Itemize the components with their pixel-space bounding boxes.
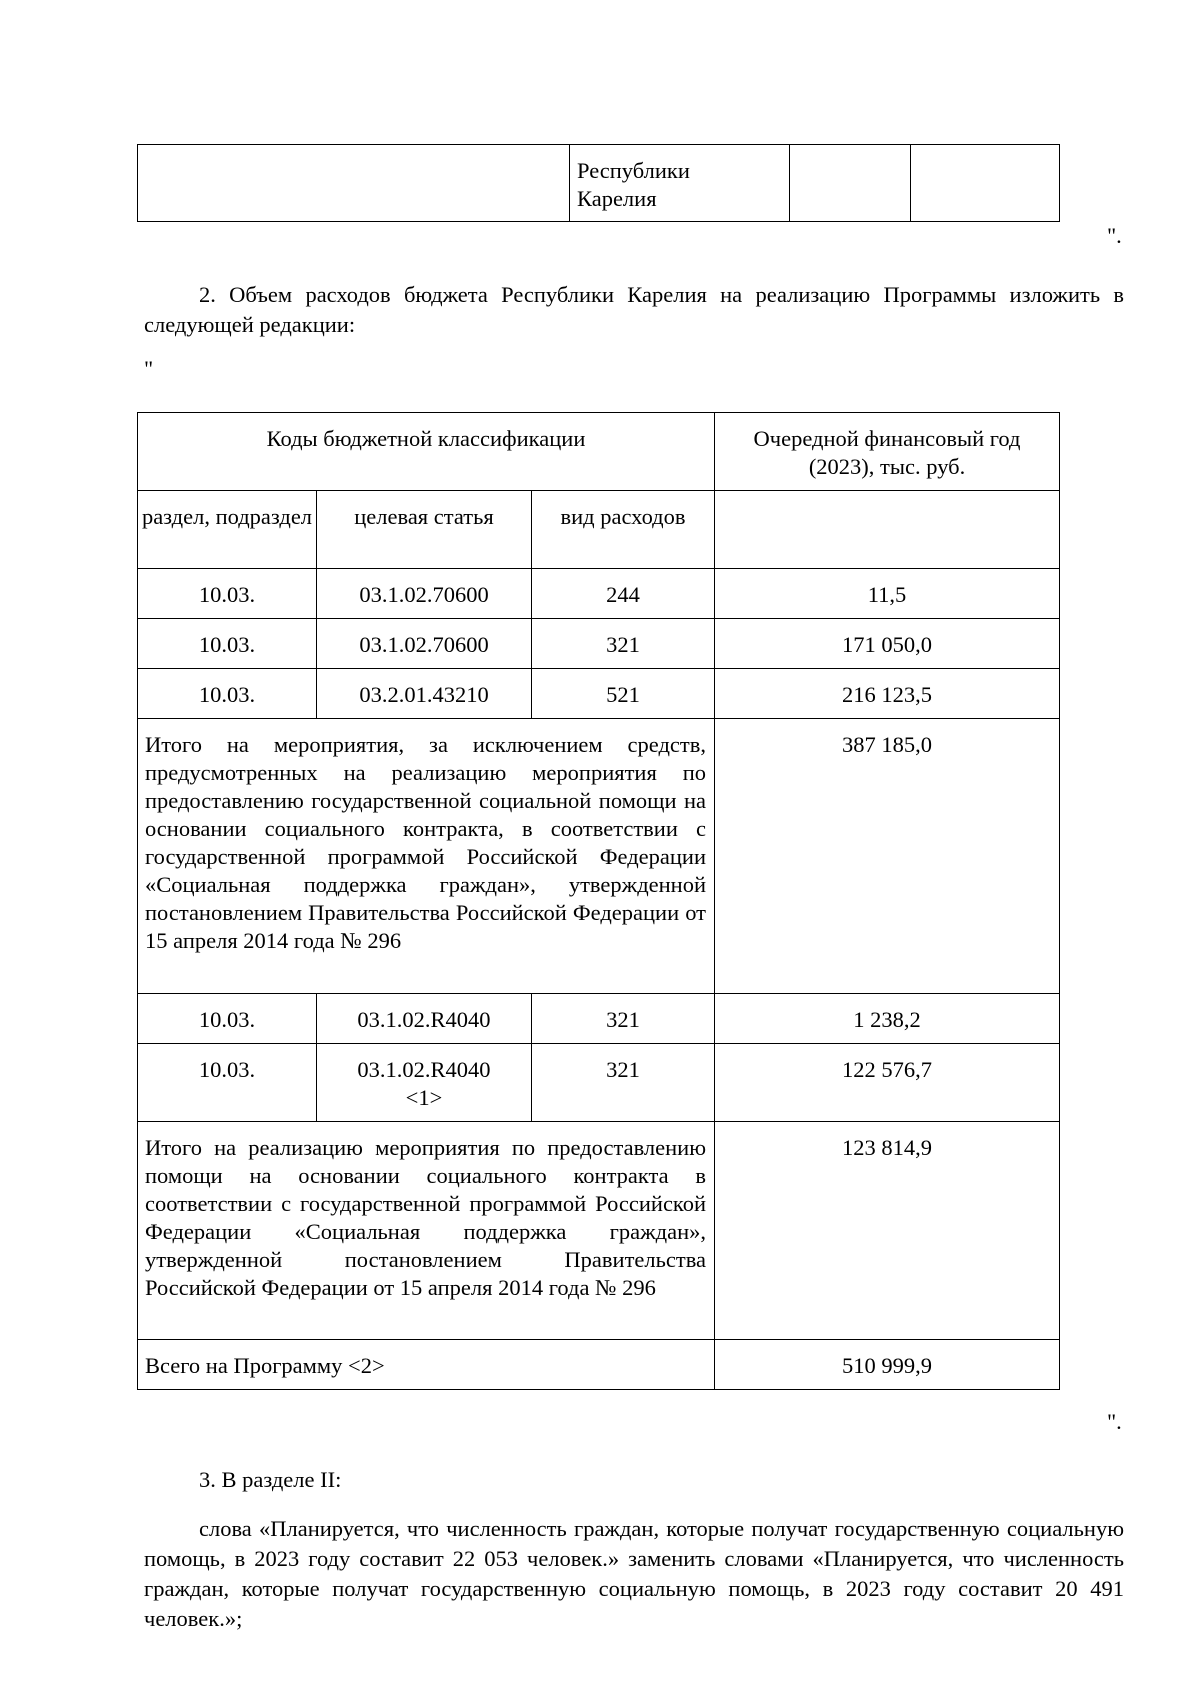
subtotal-row-2 — [138, 1122, 1060, 1340]
cont-cell-text — [570, 145, 790, 222]
row-target: 03.1.02.R4040 — [317, 994, 532, 1044]
table-row — [138, 669, 1060, 719]
header-section: раздел, подраздел — [138, 491, 317, 569]
item3-heading: 3. В разделе II: — [199, 1467, 342, 1492]
cont-text-line1: Республики — [577, 158, 690, 183]
table-row — [138, 619, 1060, 669]
row-amount: 1 238,2 — [715, 994, 1060, 1044]
row-section: 10.03. — [138, 1044, 317, 1122]
row-type: 321 — [532, 619, 715, 669]
table-row — [138, 994, 1060, 1044]
subtotal2-label: Итого на реализацию мероприятия по предоставлению помощи на основании социального контракта в соответствии с государственной программой Российской Федерации «Социальная поддержка граждан», утвержденной постановлением Правительства Российской Федерации от 15 апреля 2014 года № 296 — [138, 1122, 715, 1340]
total-amount: 510 999,9 — [715, 1340, 1060, 1390]
header-amount: Очередной финансовый год (2023), тыс. руб. — [715, 413, 1060, 491]
closing-quote-2: ". — [1107, 1409, 1122, 1434]
row-target: 03.1.02.R4040 <1> — [317, 1044, 532, 1122]
row-type: 244 — [532, 569, 715, 619]
item2-paragraph: 2. Объем расходов бюджета Республики Карелия на реализацию Программы изложить в следующей редакции: — [144, 282, 1124, 337]
total-label: Всего на Программу <2> — [138, 1340, 715, 1390]
subtotal1-amount: 387 185,0 — [715, 719, 1060, 994]
row-target: 03.1.02.70600 — [317, 619, 532, 669]
row-section: 10.03. — [138, 619, 317, 669]
row-target: 03.1.02.70600 — [317, 569, 532, 619]
total-row — [138, 1340, 1060, 1390]
cont-cell-empty-3 — [911, 145, 1060, 222]
cont-cell-empty-2 — [790, 145, 911, 222]
header-empty — [715, 491, 1060, 569]
header-target: целевая статья — [317, 491, 532, 569]
row-amount: 216 123,5 — [715, 669, 1060, 719]
row-amount: 171 050,0 — [715, 619, 1060, 669]
budget-table — [137, 412, 1060, 1390]
row-target: 03.2.01.43210 — [317, 669, 532, 719]
table-row — [138, 1044, 1060, 1122]
item3-paragraph: слова «Планируется, что численность граждан, которые получат государственную социальную помощь, в 2023 году составит 22 053 человек.» заменить словами «Планируется, что численность граждан, которые получат государственную социальную помощь, в 2023 году составит 20 491 человек.»; — [144, 1516, 1124, 1631]
header-codes: Коды бюджетной классификации — [138, 413, 715, 491]
row-section: 10.03. — [138, 994, 317, 1044]
cont-cell-empty-1 — [138, 145, 570, 222]
subtotal2-amount: 123 814,9 — [715, 1122, 1060, 1340]
cont-text-line2: Карелия — [577, 186, 657, 211]
row-amount: 11,5 — [715, 569, 1060, 619]
header-expense-type: вид расходов — [532, 491, 715, 569]
row-type: 321 — [532, 994, 715, 1044]
opening-quote: " — [144, 356, 154, 381]
row-type: 321 — [532, 1044, 715, 1122]
row-amount: 122 576,7 — [715, 1044, 1060, 1122]
row-type: 521 — [532, 669, 715, 719]
row-section: 10.03. — [138, 569, 317, 619]
subtotal1-label: Итого на мероприятия, за исключением средств, предусмотренных на реализацию мероприятия по предоставлению государственной социальной помощи на основании социального контракта, в соответствии с государственной программой Российской Федерации «Социальная поддержка граждан», утвержденной постановлением Правительства Российской Федерации от 15 апреля 2014 года № 296 — [138, 719, 715, 994]
subtotal-row-1 — [138, 719, 1060, 994]
row-section: 10.03. — [138, 669, 317, 719]
closing-quote-1: ". — [1107, 223, 1122, 248]
table-row — [138, 569, 1060, 619]
continuation-table — [137, 144, 1060, 222]
